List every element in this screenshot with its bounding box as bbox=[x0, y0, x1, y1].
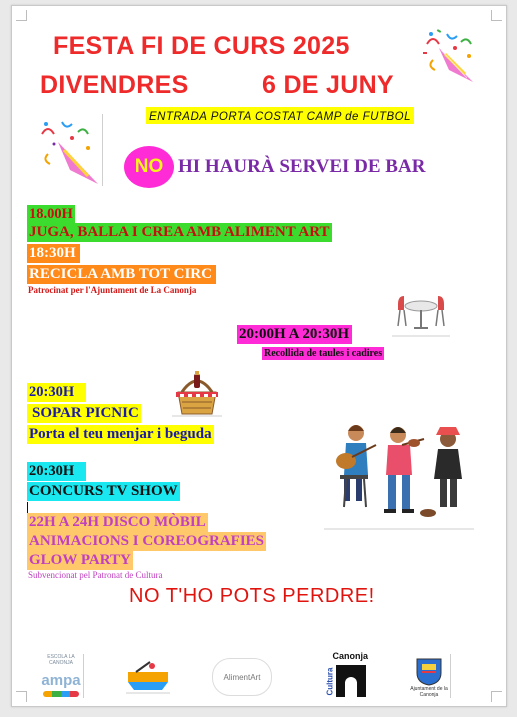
closing-text: NO T'HO POTS PERDRE! bbox=[129, 585, 375, 607]
event-title: JUGA, BALLA I CREA AMB ALIMENT ART bbox=[29, 224, 330, 240]
event-title: CONCURS TV SHOW bbox=[29, 483, 178, 499]
event-title: SOPAR PICNIC bbox=[27, 404, 141, 423]
ajuntament-logo bbox=[406, 656, 452, 702]
no-badge bbox=[124, 146, 174, 188]
divider bbox=[450, 654, 451, 698]
cultura-logo-side: Cultura bbox=[325, 667, 335, 696]
cultura-logo-top: Canonja bbox=[332, 651, 368, 661]
picnic-basket-icon bbox=[172, 370, 222, 418]
event-time: 20:30H bbox=[27, 462, 86, 481]
ampa-logo-text: ampa bbox=[41, 672, 81, 689]
tot-circ-logo bbox=[126, 660, 170, 694]
event-title: RECICLA AMB TOT CIRC bbox=[27, 265, 216, 284]
document-page bbox=[11, 5, 507, 707]
party-popper-icon bbox=[419, 26, 479, 88]
event-date: 6 DE JUNY bbox=[262, 71, 394, 99]
event-day: DIVENDRES bbox=[40, 71, 189, 99]
event-note: Recollida de taules i cadires bbox=[264, 348, 383, 359]
ajuntament-logo-text: Ajuntament de la Canonja bbox=[410, 686, 448, 698]
ampa-logo-dots bbox=[43, 691, 79, 697]
divider bbox=[102, 114, 103, 186]
event-time: 20:30H bbox=[27, 383, 86, 402]
cultura-logo-arch bbox=[345, 677, 357, 697]
cultura-canonja-logo bbox=[324, 651, 368, 699]
crop-mark bbox=[16, 691, 27, 702]
party-popper-icon bbox=[32, 114, 104, 186]
ampa-logo-small-text: ESCOLA LA CANONJA bbox=[47, 654, 75, 666]
page-title: FESTA FI DE CURS 2025 bbox=[53, 32, 350, 60]
entrance-text: ENTRADA PORTA COSTAT CAMP de FUTBOL bbox=[149, 111, 412, 123]
event-title: ANIMACIONS I COREOGRAFIES bbox=[29, 533, 265, 549]
event-time: 18.00H bbox=[29, 206, 73, 222]
musicians-illustration bbox=[324, 411, 474, 531]
event-note: Patrocinat per l'Ajuntament de La Canonja bbox=[28, 285, 197, 295]
no-badge-text: NO bbox=[134, 156, 164, 177]
event-note: Subvencionat pel Patronat de Cultura bbox=[28, 570, 163, 580]
event-time: 18:30H bbox=[27, 244, 80, 263]
divider bbox=[83, 654, 84, 698]
alimentart-logo-text: AlimentArt bbox=[223, 672, 261, 682]
crop-mark bbox=[491, 691, 502, 702]
cultura-logo-block bbox=[336, 665, 366, 697]
crop-mark bbox=[491, 10, 502, 21]
event-title: 22H A 24H DISCO MÒBIL bbox=[29, 514, 206, 530]
event-note: Porta el teu menjar i beguda bbox=[29, 426, 212, 442]
coat-of-arms-icon bbox=[414, 656, 444, 686]
bar-notice-text: HI HAURÀ SERVEI DE BAR bbox=[178, 156, 426, 177]
ampa-logo bbox=[36, 654, 86, 698]
event-time: 20:00H A 20:30H bbox=[237, 325, 352, 344]
event-title: GLOW PARTY bbox=[29, 552, 131, 568]
table-chairs-icon bbox=[392, 288, 450, 338]
entrance-banner bbox=[146, 107, 414, 124]
crop-mark bbox=[16, 10, 27, 21]
alimentart-logo bbox=[212, 658, 272, 696]
